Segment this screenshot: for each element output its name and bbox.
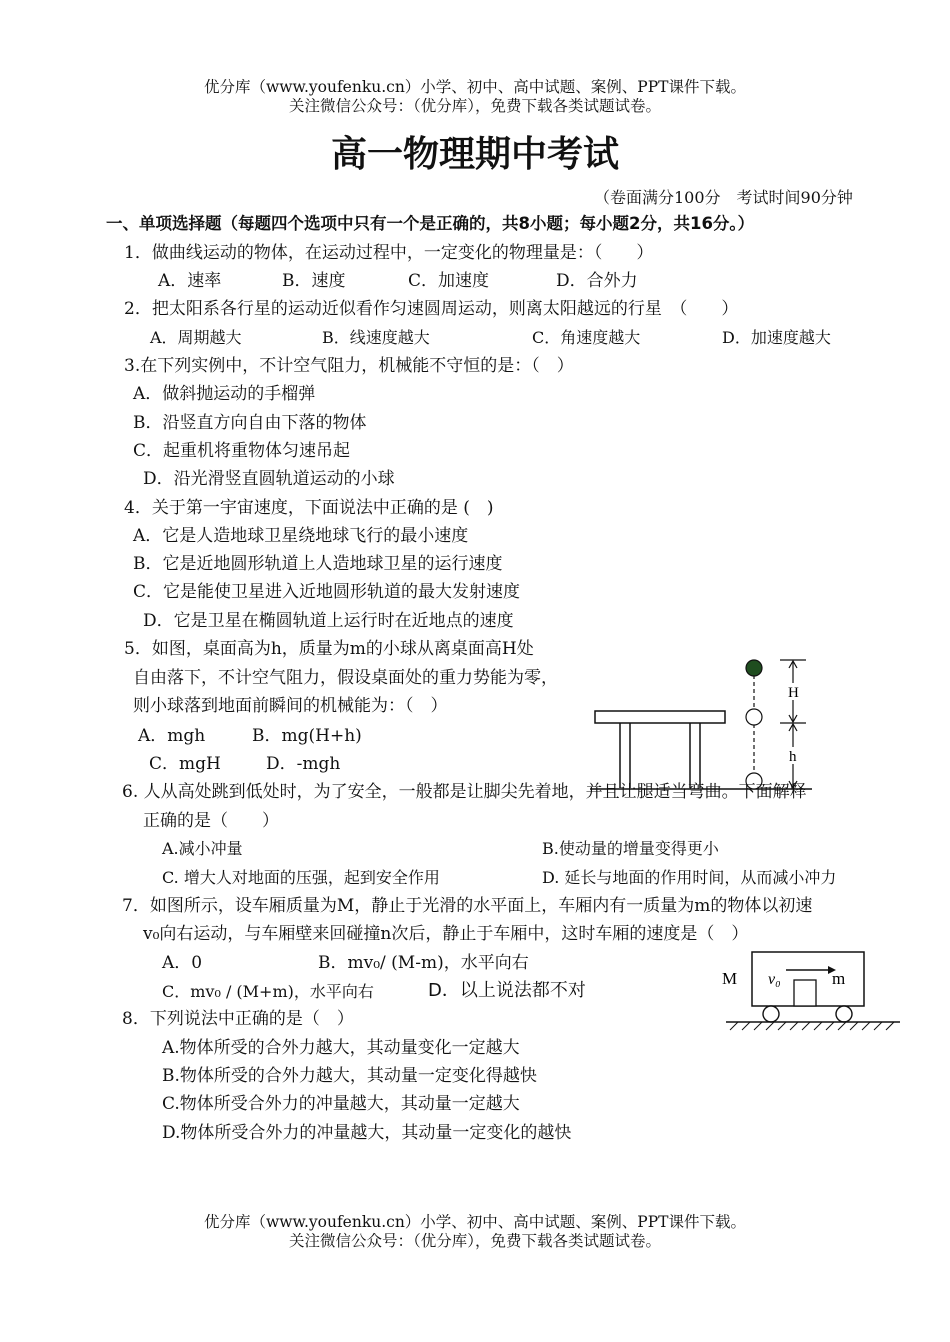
q2-option-b: B．线速度越大 — [322, 328, 430, 347]
label-H: H — [788, 685, 799, 701]
q8-option-c: C.物体所受合外力的冲量越大，其动量一定越大 — [162, 1094, 520, 1114]
q6-option-c: C. 增大人对地面的压强，起到安全作用 — [162, 868, 440, 887]
q7-option-a: A．0 — [162, 953, 203, 973]
q3-option-a: A．做斜抛运动的手榴弹 — [133, 384, 316, 404]
q2-option-d: D．加速度越大 — [722, 328, 831, 347]
page-footer-line2: 关注微信公众号：（优分库），免费下载各类试题试卷。 — [288, 1232, 661, 1250]
q5-option-b: B．mg(H+h) — [252, 726, 362, 746]
exam-title: 高一物理期中考试 — [330, 134, 619, 175]
label-h: h — [789, 749, 797, 765]
q3-option-b: B．沿竖直方向自由下落的物体 — [133, 413, 367, 433]
q6-option-d: D. 延长与地面的作用时间，从而减小冲力 — [542, 868, 837, 887]
ball-start — [746, 660, 762, 676]
block-m — [794, 980, 816, 1006]
q2-stem: 2．把太阳系各行星的运动近似看作匀速圆周运动，则离太阳越远的行星 （ ） — [124, 299, 739, 319]
q4-option-b: B．它是近地圆形轨道上人造地球卫星的运行速度 — [133, 554, 503, 574]
q6-stem-line2: 正确的是（ ） — [143, 811, 279, 831]
q7-stem-line1: 7．如图所示，设车厢质量为M，静止于光滑的水平面上，车厢内有一质量为m的物体以初速 — [122, 896, 813, 916]
table-drawing — [595, 711, 725, 788]
q8-option-b: B.物体所受的合外力越大，其动量一定变化得越快 — [162, 1066, 537, 1086]
q5-option-a: A．mgh — [138, 726, 206, 746]
q5-option-d: D．-mgh — [266, 754, 341, 774]
q6-option-a: A.减小冲量 — [162, 839, 243, 858]
q7-figure — [716, 948, 906, 1038]
q2-option-c: C．角速度越大 — [532, 328, 641, 347]
q1-option-a: A．速率 — [158, 271, 222, 291]
q7-option-d: D．以上说法都不对 — [428, 980, 586, 1001]
q4-stem: 4．关于第一宇宙速度，下面说法中正确的是 ( ) — [124, 498, 494, 518]
q1-option-c: C．加速度 — [408, 271, 490, 291]
cart-wheel-right — [836, 1006, 852, 1022]
exam-info: （卷面满分100分 考试时间90分钟 — [594, 188, 853, 207]
page-header-line1: 优分库（www.youfenku.cn）小学、初中、高中试题、案例、PPT课件下载。 — [203, 78, 747, 96]
q3-stem: 3.在下列实例中，不计空气阻力，机械能不守恒的是：（ ） — [124, 356, 574, 376]
q5-figure — [580, 650, 830, 800]
q1-option-d: D．合外力 — [556, 271, 638, 291]
cart-wheel-left — [763, 1006, 779, 1022]
q3-option-d: D．沿光滑竖直圆轨道运动的小球 — [143, 469, 395, 489]
q4-option-d: D．它是卫星在椭圆轨道上运行时在近地点的速度 — [143, 611, 514, 631]
q4-option-a: A．它是人造地球卫星绕地球飞行的最小速度 — [133, 526, 469, 546]
q7-option-b: B．mv₀/ (M-m)，水平向右 — [318, 953, 529, 973]
label-M: M — [722, 969, 738, 988]
section-heading: 一、单项选择题（每题四个选项中只有一个是正确的，共8小题；每小题2分，共16分。） — [106, 214, 755, 233]
q3-option-c: C．起重机将重物体匀速吊起 — [133, 441, 351, 461]
q6-option-b: B.使动量的增量变得更小 — [542, 839, 719, 858]
page-footer-line1: 优分库（www.youfenku.cn）小学、初中、高中试题、案例、PPT课件下载。 — [203, 1213, 747, 1231]
ball-at-table — [746, 709, 762, 725]
q7-stem-line2: v₀向右运动，与车厢壁来回碰撞n次后，静止于车厢中，这时车厢的速度是（ ） — [143, 924, 749, 944]
q1-option-b: B．速度 — [282, 271, 346, 291]
q5-stem-line3: 则小球落到地面前瞬间的机械能为：（ ） — [133, 696, 448, 716]
q5-stem-line1: 5．如图，桌面高为h，质量为m的小球从离桌面高H处 — [124, 639, 534, 659]
label-m: m — [832, 969, 846, 988]
q1-stem: 1．做曲线运动的物体，在运动过程中，一定变化的物理量是：（ ） — [124, 243, 654, 263]
q2-option-a: A．周期越大 — [150, 328, 242, 347]
q4-option-c: C．它是能使卫星进入近地圆形轨道的最大发射速度 — [133, 582, 521, 602]
q7-option-c: C．mv₀ / (M+m)，水平向右 — [162, 982, 374, 1001]
q8-stem: 8．下列说法中正确的是（ ） — [122, 1009, 354, 1029]
q5-stem-line2: 自由落下，不计空气阻力，假设桌面处的重力势能为零， — [133, 668, 558, 688]
floor-hatching — [730, 1022, 894, 1030]
q5-option-c: C．mgH — [149, 754, 221, 774]
height-markers — [780, 660, 806, 788]
q8-option-d: D.物体所受合外力的冲量越大，其动量一定变化的越快 — [162, 1123, 572, 1143]
q6-stem-line1: 6. 人从高处跳到低处时，为了安全，一般都是让脚尖先着地，并且让腿适当弯曲。下面解释 — [122, 782, 807, 802]
q8-option-a: A.物体所受的合外力越大，其动量变化一定越大 — [162, 1038, 520, 1058]
page-header-line2: 关注微信公众号：（优分库），免费下载各类试题试卷。 — [288, 97, 661, 115]
label-v0: v₀ — [768, 971, 781, 988]
